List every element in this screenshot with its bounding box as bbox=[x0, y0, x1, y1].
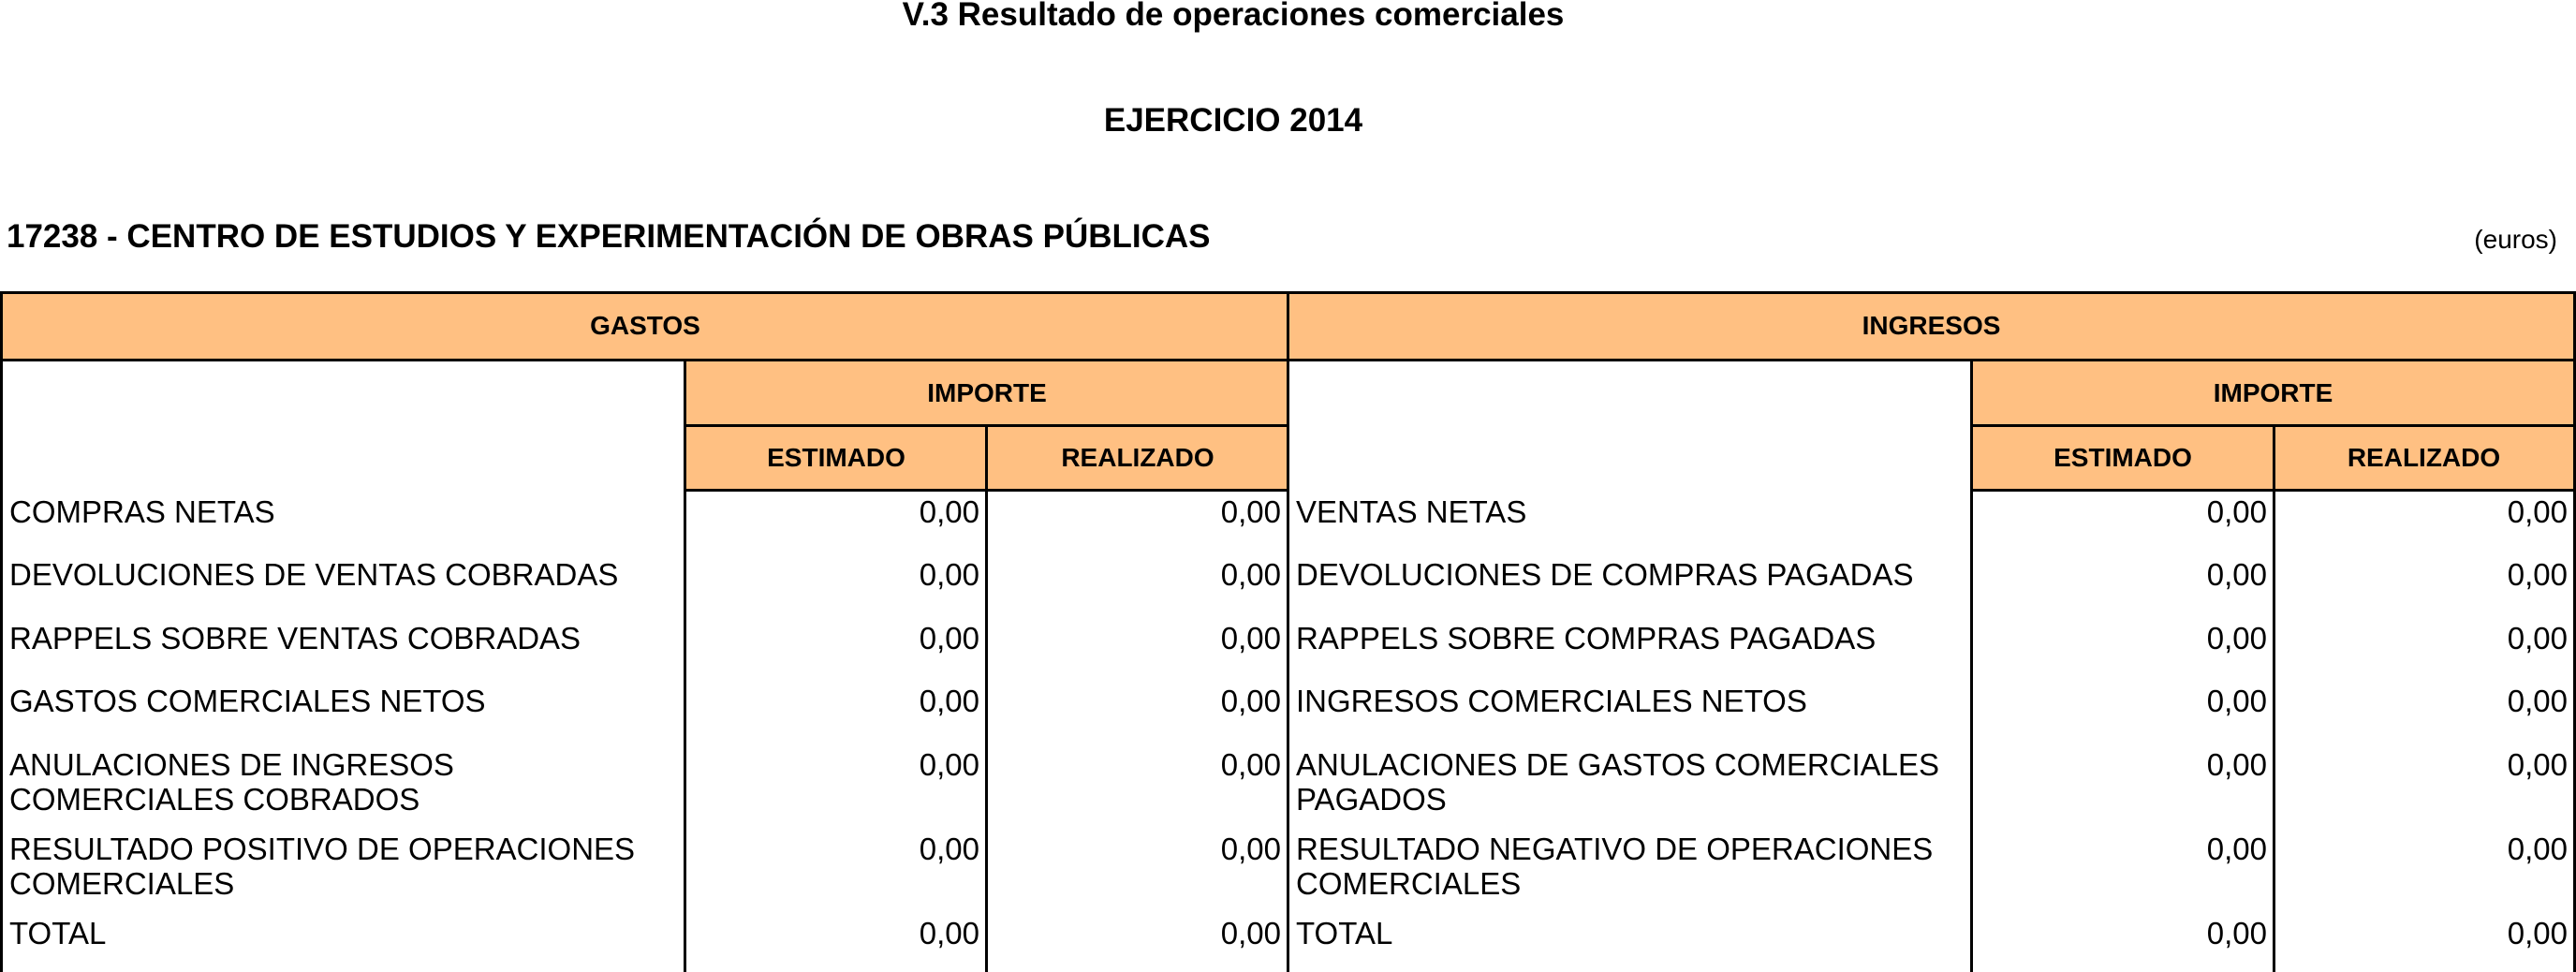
ingreso-concept: DEVOLUCIONES DE COMPRAS PAGADAS bbox=[1296, 557, 1914, 592]
gasto-concept: ANULACIONES DE INGRESOS COMERCIALES COBRADOS bbox=[9, 747, 454, 817]
ingreso-realizado: 0,00 bbox=[2507, 747, 2568, 782]
gasto-estimado: 0,00 bbox=[919, 494, 979, 529]
gasto-realizado: 0,00 bbox=[1220, 832, 1281, 866]
ingreso-realizado: 0,00 bbox=[2507, 557, 2568, 592]
ingresos-estimado-header: ESTIMADO bbox=[1972, 426, 2274, 490]
gasto-concept: RAPPELS SOBRE VENTAS COBRADAS bbox=[9, 621, 581, 655]
ingreso-estimado: 0,00 bbox=[2206, 557, 2267, 592]
gasto-concept: TOTAL bbox=[9, 916, 107, 950]
gastos-label-divider bbox=[684, 360, 686, 972]
ingreso-concept: INGRESOS COMERCIALES NETOS bbox=[1296, 684, 1807, 718]
ingreso-estimado: 0,00 bbox=[2206, 494, 2267, 529]
gasto-estimado: 0,00 bbox=[919, 832, 979, 866]
ingreso-estimado: 0,00 bbox=[2206, 621, 2267, 655]
ingreso-concept: RAPPELS SOBRE COMPRAS PAGADAS bbox=[1296, 621, 1877, 655]
ingreso-realizado: 0,00 bbox=[2507, 916, 2568, 950]
gasto-estimado: 0,00 bbox=[919, 747, 979, 782]
ingreso-realizado: 0,00 bbox=[2507, 621, 2568, 655]
gasto-realizado: 0,00 bbox=[1220, 494, 1281, 529]
ingresos-importe-header: IMPORTE bbox=[1972, 361, 2574, 425]
ingreso-realizado: 0,00 bbox=[2507, 684, 2568, 718]
gasto-realizado: 0,00 bbox=[1220, 621, 1281, 655]
units-label: (euros) bbox=[2474, 225, 2557, 254]
ingresos-header: INGRESOS bbox=[1288, 293, 2574, 359]
ingresos-realizado-header: REALIZADO bbox=[2274, 426, 2574, 490]
gastos-header: GASTOS bbox=[2, 293, 1288, 359]
left-border bbox=[0, 291, 3, 972]
ingreso-concept: VENTAS NETAS bbox=[1296, 494, 1527, 529]
document-subtitle: EJERCICIO 2014 bbox=[1103, 102, 1363, 139]
gasto-realizado: 0,00 bbox=[1220, 747, 1281, 782]
ingreso-estimado: 0,00 bbox=[2206, 684, 2267, 718]
ingresos-label-divider bbox=[1970, 360, 1973, 972]
entity-heading: 17238 - CENTRO DE ESTUDIOS Y EXPERIMENTACIÓN DE OBRAS PÚBLICAS bbox=[7, 218, 1211, 255]
gasto-estimado: 0,00 bbox=[919, 557, 979, 592]
gasto-realizado: 0,00 bbox=[1220, 557, 1281, 592]
gasto-estimado: 0,00 bbox=[919, 916, 979, 950]
gasto-realizado: 0,00 bbox=[1220, 684, 1281, 718]
gastos-importe-header: IMPORTE bbox=[685, 361, 1288, 425]
gasto-estimado: 0,00 bbox=[919, 684, 979, 718]
gastos-value-divider bbox=[985, 425, 988, 972]
document-title: V.3 Resultado de operaciones comerciales bbox=[902, 0, 1565, 33]
gasto-concept: DEVOLUCIONES DE VENTAS COBRADAS bbox=[9, 557, 619, 592]
ingresos-value-divider bbox=[2273, 425, 2275, 972]
center-divider bbox=[1287, 291, 1289, 972]
ingreso-realizado: 0,00 bbox=[2507, 494, 2568, 529]
gasto-concept: COMPRAS NETAS bbox=[9, 494, 275, 529]
ingreso-estimado: 0,00 bbox=[2206, 832, 2267, 866]
ingreso-concept: TOTAL bbox=[1296, 916, 1393, 950]
gastos-realizado-header: REALIZADO bbox=[987, 426, 1288, 490]
gasto-concept: GASTOS COMERCIALES NETOS bbox=[9, 684, 486, 718]
ingreso-estimado: 0,00 bbox=[2206, 916, 2267, 950]
ingreso-realizado: 0,00 bbox=[2507, 832, 2568, 866]
gasto-estimado: 0,00 bbox=[919, 621, 979, 655]
ingreso-concept: RESULTADO NEGATIVO DE OPERACIONES COMERCIALES bbox=[1296, 832, 1934, 901]
ingreso-estimado: 0,00 bbox=[2206, 747, 2267, 782]
gasto-realizado: 0,00 bbox=[1220, 916, 1281, 950]
ingreso-concept: ANULACIONES DE GASTOS COMERCIALES PAGADOS bbox=[1296, 747, 1940, 817]
gastos-estimado-header: ESTIMADO bbox=[685, 426, 987, 490]
gasto-concept: RESULTADO POSITIVO DE OPERACIONES COMERCIALES bbox=[9, 832, 636, 901]
